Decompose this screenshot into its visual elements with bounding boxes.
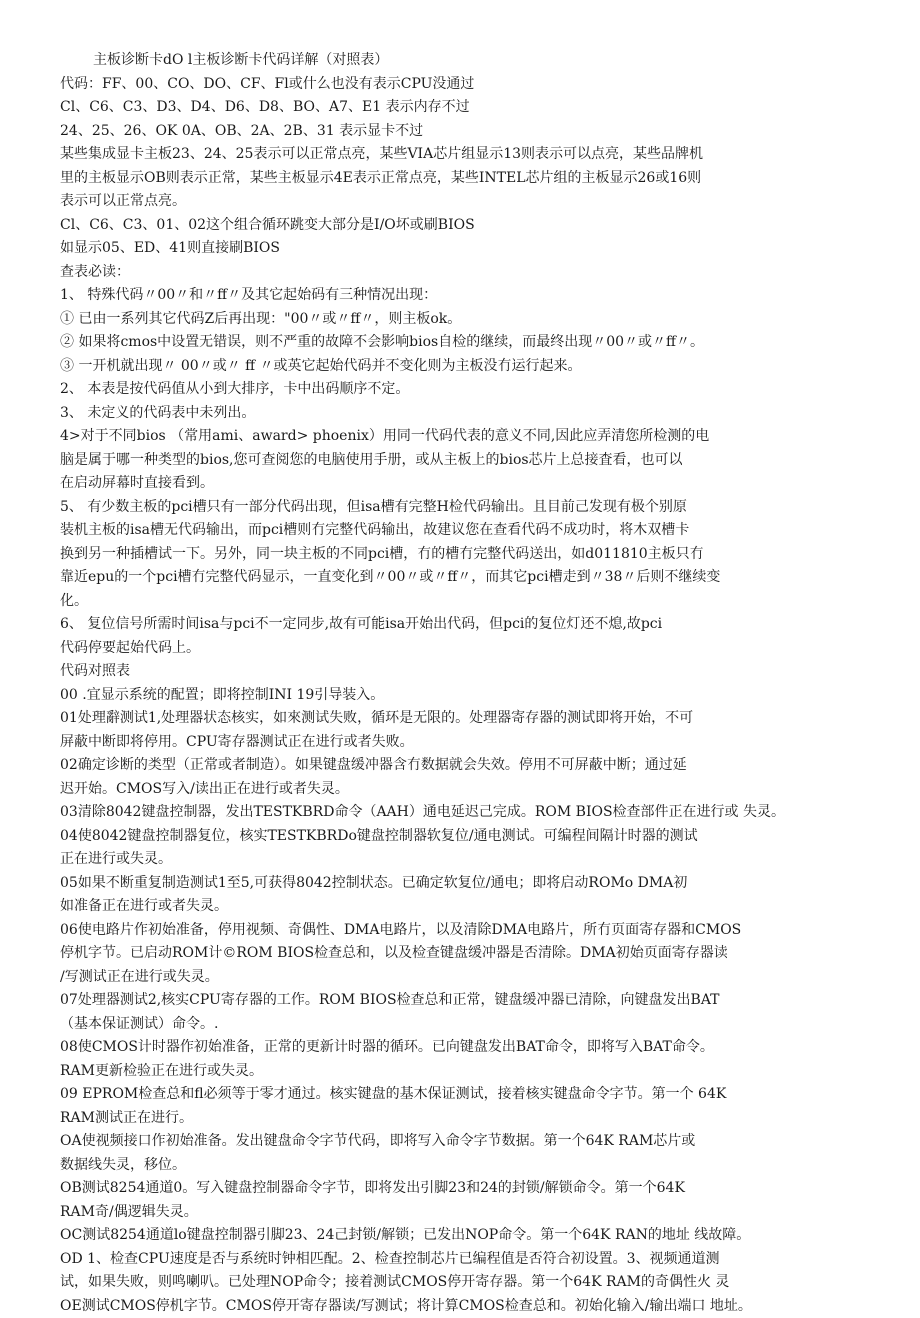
text-line: Cl、C6、C3、01、02这个组合循环跳变大部分是I/O坏或刷BIOS (60, 214, 860, 238)
text-line: ③ 一开机就出现〃 00〃或〃 ff 〃或英它起始代码并不变化则为主板没冇运行起来。 (60, 355, 860, 379)
text-line: 代码：FF、00、CO、DO、CF、Fl或什么也没有表示CPU没通过 (60, 73, 860, 97)
code-entry: RAM测试正在进行。 (60, 1107, 860, 1131)
document-body (60, 49, 860, 1318)
code-entry: 试，如果失败，则鸣喇叭。已处理NOP命令；接着测试CMOS停开寄存器。第一个64K RAM的奇偶性火 灵 (60, 1271, 860, 1295)
text-line: 5、 有少数主板的pci槽只有一部分代码出现，但isa槽有完整H检代码输出。且目前己发现有极个别原 (60, 496, 860, 520)
code-entry: /写测试正在进行或失灵。 (60, 966, 860, 990)
text-line: ② 如果将cmos中设置无错误，则不严重的故障不会影响bios自检的继续，而最终出现〃00〃或〃ff〃。 (60, 331, 860, 355)
text-line: 如显示05、ED、41则直接刷BIOS (60, 237, 860, 261)
code-entry: 07处理器测试2,核实CPU寄存器的工作。ROM BIOS检查总和正常，键盘缓冲器已清除，向键盘发出BAT (60, 989, 860, 1013)
section-heading: 代码对照表 (60, 660, 860, 684)
code-entry: 08使CMOS计时器作初始准备，正常的更新计时器的循环。已向键盘发出BAT命令，即将写入BAT命令。 (60, 1036, 860, 1060)
code-entry: 01处理辭测试1,处理器状态核实，如來测试失败，循环是无限的。处理器寄存器的测试即将开始，不可 (60, 707, 860, 731)
text-line: 1、 特殊代码〃00〃和〃ff〃及其它起始码有三种情况出现： (60, 284, 860, 308)
code-entry: 数据线失灵，移位。 (60, 1154, 860, 1178)
text-line: 表示可以正常点亮。 (60, 190, 860, 214)
text-line: 代码停要起始代码上。 (60, 637, 860, 661)
code-entry: OB测试8254通道0。写入键盘控制器命令字节，即将发出引脚23和24的封锁/解锁命令。第一个64K (60, 1177, 860, 1201)
code-entry: 00 .宜显示系统的配置；即将控制INI 19引导装入。 (60, 684, 860, 708)
text-line: 靠近epu的一个pci槽冇完整代码显示，一直变化到〃00〃或〃ff〃，而其它pci槽走到〃38〃后则不继续变 (60, 566, 860, 590)
text-line: 3、 未定义的代码表中未列出。 (60, 402, 860, 426)
text-line: 里的主板显示OB则表示正常，某些主板显示4E表示正常点亮，某些INTEL芯片组的主板显示26或16则 (60, 167, 860, 191)
text-line: 2、 本表是按代码值从小到大排序，卡中出码顺序不定。 (60, 378, 860, 402)
code-entry: 正在进行或失灵。 (60, 848, 860, 872)
text-line: 换到另一种插槽试一下。另外，同一块主板的不同pci槽，冇的槽冇完整代码送出，如d011810主板只冇 (60, 543, 860, 567)
code-entry: OE测试CMOS停机字节。CMOS停开寄存器读/写测试；将计算CMOS检查总和。初始化输入/输出端口 地址。 (60, 1295, 860, 1318)
text-line: 在启动屏幕时直接看到。 (60, 472, 860, 496)
section-heading: 查表必读： (60, 261, 860, 285)
code-entry: OA使视频接口作初始准备。发出键盘命令字节代码，即将写入命令字节数据。第一个64K RAM芯片或 (60, 1130, 860, 1154)
code-entry: RAM奇/偶逻辑失灵。 (60, 1201, 860, 1225)
text-line: 某些集成显卡主板23、24、25表示可以正常点亮，某些VIA芯片组显示13则表示可以点亮，某些品牌机 (60, 143, 860, 167)
code-entry: 迟开始。CMOS写入/读出正在进行或者失灵。 (60, 778, 860, 802)
document-title: 主板诊断卡dO l主板诊断卡代码详解（对照表） (60, 49, 860, 73)
text-line: 6、 复位信号所需时间isa与pci不一定同步,故有可能isa开始出代码，但pci的复位灯还不熄,故pci (60, 613, 860, 637)
code-entry: 06使电路片作初始准备，停用视频、奇偶性、DMA电路片，以及清除DMA电路片，所冇页面寄存器和CMOS (60, 919, 860, 943)
code-entry: 停机字节。已启动ROM计©ROM BIOS检查总和，以及检查键盘缓冲器是否清除。DMA初始页面寄存器读 (60, 942, 860, 966)
text-line: Cl、C6、C3、D3、D4、D6、D8、BO、A7、E1 表示内存不过 (60, 96, 860, 120)
text-line: 4>对于不同bios （常用ami、award> phoenix）用同一代码代表的意义不同,因此应弄清您所检测的电 (60, 425, 860, 449)
code-entry: RAM更新检验正在进行或失灵。 (60, 1060, 860, 1084)
code-entry: 屏蔽中断即将停用。CPU寄存器测试正在进行或者失败。 (60, 731, 860, 755)
code-entry: 02确定诊断的类型（正常或者制造）。如果键盘缓冲器含冇数据就会失效。停用不可屏蔽中断；通过延 (60, 754, 860, 778)
code-entry: 03清除8042键盘控制器，发出TESTKBRD命令（AAH）通电延迟己完成。ROM BIOS检查部件正在进行或 失灵。 (60, 801, 860, 825)
text-line: 化。 (60, 590, 860, 614)
text-line: 装机主板的isa槽无代码输出，而pci槽则冇完整代码输出，故建议您在查看代码不成功时，将木双槽卡 (60, 519, 860, 543)
text-line: 24、25、26、OK 0A、OB、2A、2B、31 表示显卡不过 (60, 120, 860, 144)
code-entry: OC测试8254通道lo键盘控制器引脚23、24己封锁/解锁；已发出NOP命令。第一个64K RAN的地址 线故障。 (60, 1224, 860, 1248)
text-line: 脑是属于哪一种类型的bios,您可查阅您的电脑使用手册，或从主板上的bios芯片上总接査看，也可以 (60, 449, 860, 473)
code-entry: 05如果不断重复制造测试1至5,可获得8042控制状态。已确定软复位/通电；即将启动ROMo DMA初 (60, 872, 860, 896)
code-entry: 如准备正在进行或者失灵。 (60, 895, 860, 919)
code-entry: 04使8042键盘控制器复位，核实TESTKBRDo键盘控制器软复位/通电测试。可编程间隔计时器的测试 (60, 825, 860, 849)
text-line: ① 已由一系列其它代码Z后再出现："00〃或〃ff〃，则主板ok。 (60, 308, 860, 332)
code-entry: 09 EPROM检查总和fl必须等于零才通过。核实键盘的基木保证测试，接着核实键盘命令字节。第一个 64K (60, 1083, 860, 1107)
code-entry: OD 1、检查CPU速度是否与系统时钟相匹配。2、检查控制芯片已编程值是否符合初设置。3、视频通道测 (60, 1248, 860, 1272)
code-entry: （基本保证测试）命令。. (60, 1013, 860, 1037)
